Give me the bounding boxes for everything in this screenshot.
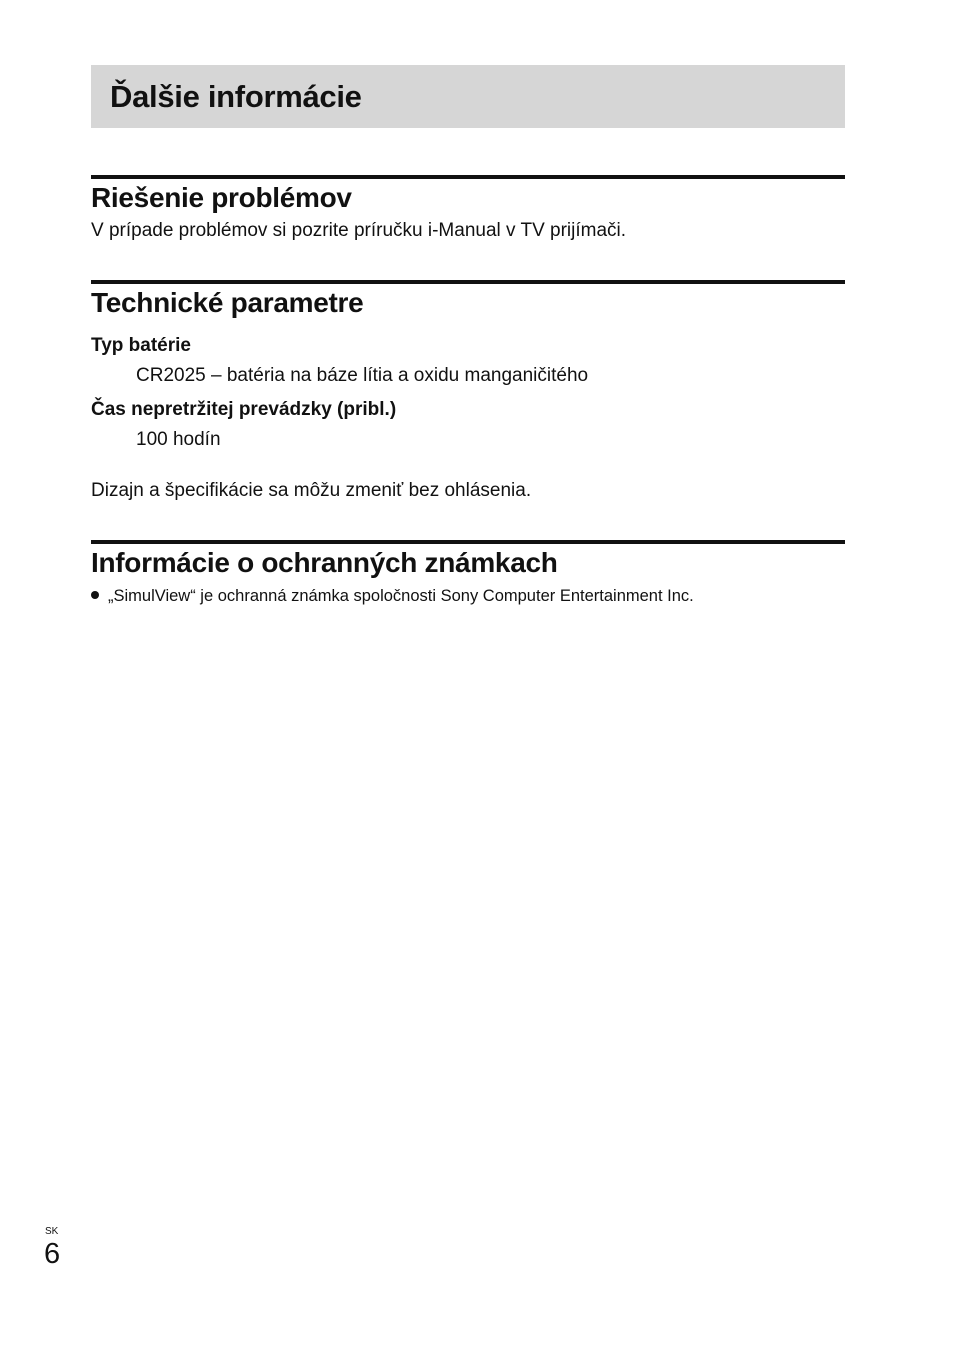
- list-item: [91, 585, 845, 607]
- section-heading: Riešenie problémov: [91, 182, 352, 213]
- spec-label: Čas nepretržitej prevádzky (pribl.): [91, 399, 397, 420]
- language-code: SK: [45, 1226, 59, 1237]
- section-specifications: [91, 280, 845, 503]
- section-heading: Technické parametre: [91, 287, 364, 318]
- section-heading: Informácie o ochranných známkach: [91, 547, 558, 578]
- page-number: 6: [44, 1238, 61, 1270]
- page-header: [91, 65, 845, 128]
- spec-label: Typ batérie: [91, 335, 191, 356]
- troubleshooting-text: V prípade problémov si pozrite príručku i-Manual v TV prijímači.: [91, 220, 627, 241]
- spec-operating-time: [91, 398, 845, 452]
- bullet-icon: [91, 591, 99, 599]
- section-troubleshooting: [91, 175, 845, 243]
- spec-note: Dizajn a špecifikácie sa môžu zmeniť bez ohlásenia.: [91, 480, 532, 501]
- spec-battery-type: [91, 334, 845, 388]
- page-title: Ďalšie informácie: [110, 79, 362, 114]
- section-trademarks: [91, 540, 845, 607]
- trademark-text: „SimulView“ je ochranná známka spoločnosti Sony Computer Entertainment Inc.: [108, 587, 694, 605]
- spec-value: CR2025 – batéria na báze lítia a oxidu manganičitého: [136, 365, 589, 386]
- spec-value: 100 hodín: [136, 429, 221, 450]
